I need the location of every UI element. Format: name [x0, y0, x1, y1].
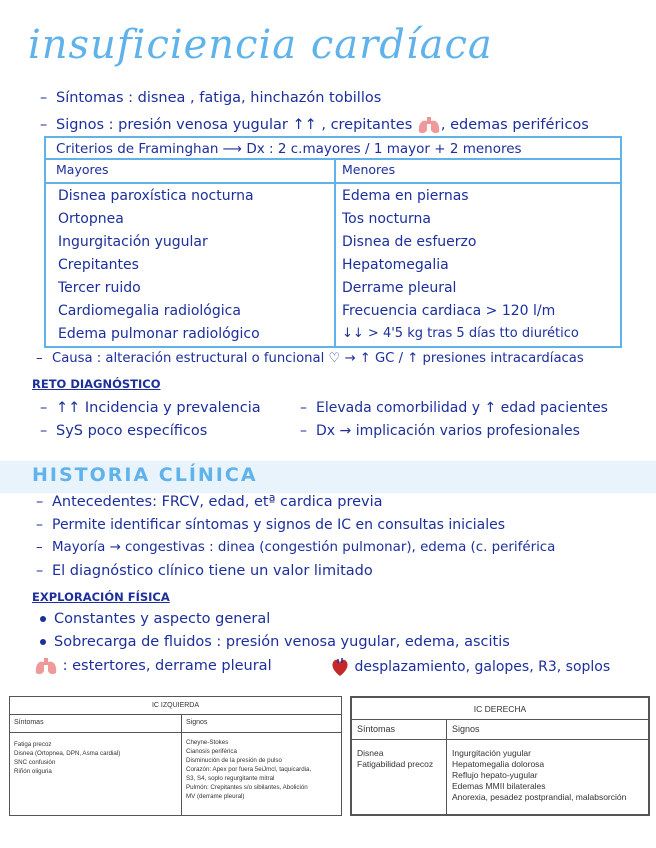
causa-line: – Causa : alteración estructural o funcional ♡ → ↑ GC / ↑ presiones intracardíacas: [36, 351, 584, 366]
exploracion-fisica-title: EXPLORACIÓN FÍSICA: [32, 590, 170, 604]
reto-left-1: – ↑↑ Incidencia y prevalencia: [40, 400, 261, 416]
reto-diagnostico-title: RETO DIAGNÓSTICO: [32, 377, 161, 391]
menor-item: Derrame pleural: [342, 280, 457, 296]
reto-left-2: – SyS poco específicos: [40, 423, 208, 439]
ic-derecha-table: [350, 696, 650, 816]
signo-item: Disminución de la presión de pulso: [186, 757, 282, 764]
ic-izquierda-table: [9, 696, 342, 816]
page-title: insuficiencia cardíaca: [28, 22, 493, 68]
menor-item: Hepatomegalia: [342, 257, 449, 273]
exploracion-item: Constantes y aspecto general: [40, 611, 270, 627]
mayor-item: Ingurgitación yugular: [58, 234, 208, 250]
historia-item: – Permite identificar síntomas y signos de IC en consultas iniciales: [36, 517, 506, 533]
signo-item: Cheyne-Stokes: [186, 739, 229, 746]
framingham-table: [44, 136, 622, 348]
sintoma-item: Fatigabilidad precoz: [357, 759, 434, 769]
col-header-sintomas: Síntomas: [14, 719, 44, 726]
mayores-heading: Mayores: [56, 162, 109, 177]
historia-item: – Mayoría → congestivas : dinea (congestión pulmonar), edema (c. periférica: [36, 540, 556, 555]
ic-derecha-title: IC DERECHA: [352, 698, 648, 720]
mayor-item: Ortopnea: [58, 211, 124, 227]
historia-item: – El diagnóstico clínico tiene un valor limitado: [36, 563, 373, 579]
col-header-signos: Signos: [186, 719, 208, 726]
mayor-item: Cardiomegalia radiológica: [58, 303, 241, 319]
sintoma-item: Disnea (Ortopnea, DPN, Asma cardial): [14, 750, 121, 757]
signo-item: Ingurgitación yugular: [452, 748, 531, 758]
sintoma-item: Disnea: [357, 748, 384, 758]
framingham-header: Criterios de Framinghan ⟶ Dx : 2 c.mayores / 1 mayor + 2 menores: [46, 138, 620, 160]
reto-right-2: – Dx → implicación varios profesionales: [300, 423, 580, 439]
menor-item: Tos nocturna: [342, 211, 431, 227]
menor-item: Disnea de esfuerzo: [342, 234, 477, 250]
mayor-item: Disnea paroxística nocturna: [58, 188, 254, 204]
reto-right-1: – Elevada comorbilidad y ↑ edad pacientes: [300, 400, 608, 416]
menor-item: Frecuencia cardiaca > 120 l/m: [342, 303, 556, 319]
signo-item: Pulmón: Crepitantes s/o sibilantes, Abolición: [186, 784, 308, 791]
lungs-icon: [34, 656, 58, 676]
historia-clinica-title: HISTORIA CLÍNICA: [32, 464, 258, 486]
menores-heading: Menores: [342, 162, 396, 177]
signo-item: Corazón: Apex por fuera 5eiJmcl, taquicardia,: [186, 766, 312, 773]
heart-icon: [330, 656, 350, 678]
signo-item: Cianosis periférica: [186, 748, 237, 755]
signo-item: MV (derrame pleural): [186, 793, 245, 800]
menor-item: Edema en piernas: [342, 188, 469, 204]
sintoma-item: SNC confusión: [14, 759, 56, 766]
mayor-item: Edema pulmonar radiológico: [58, 326, 260, 342]
mayor-item: Tercer ruido: [58, 280, 141, 296]
historia-item: – Antecedentes: FRCV, edad, etª cardica previa: [36, 494, 383, 510]
col-header-sintomas: Síntomas: [357, 724, 396, 734]
signo-item: S3, S4, soplo regurgitante mitral: [186, 775, 275, 782]
signo-item: Anorexia, pesadez postprandial, malabsorción: [452, 792, 627, 802]
exploracion-item: Sobrecarga de fluidos : presión venosa yugular, edema, ascitis: [40, 634, 510, 650]
sintoma-item: Riñón oliguria: [14, 768, 52, 775]
signos-line: – Signos : presión venosa yugular ↑↑ , crepitantes , edemas periféricos: [40, 117, 589, 133]
ic-izquierda-title: IC IZQUIERDA: [10, 697, 341, 715]
mayor-item: Crepitantes: [58, 257, 139, 273]
pulmon-line: : estertores, derrame pleural: [34, 656, 272, 676]
col-header-signos: Signos: [452, 724, 480, 734]
signo-item: Reflujo hepato-yugular: [452, 770, 538, 780]
sintomas-line: – Síntomas : disnea , fatiga, hinchazón tobillos: [40, 90, 382, 106]
sintoma-item: Fatiga precoz: [14, 741, 52, 748]
signo-item: Hepatomegalia dolorosa: [452, 759, 545, 769]
menor-item: ↓↓ > 4'5 kg tras 5 días tto diurético: [342, 326, 579, 341]
lungs-icon: [417, 115, 441, 135]
signo-item: Edemas MMII bilaterales: [452, 781, 546, 791]
corazon-line: desplazamiento, galopes, R3, soplos: [330, 656, 610, 678]
